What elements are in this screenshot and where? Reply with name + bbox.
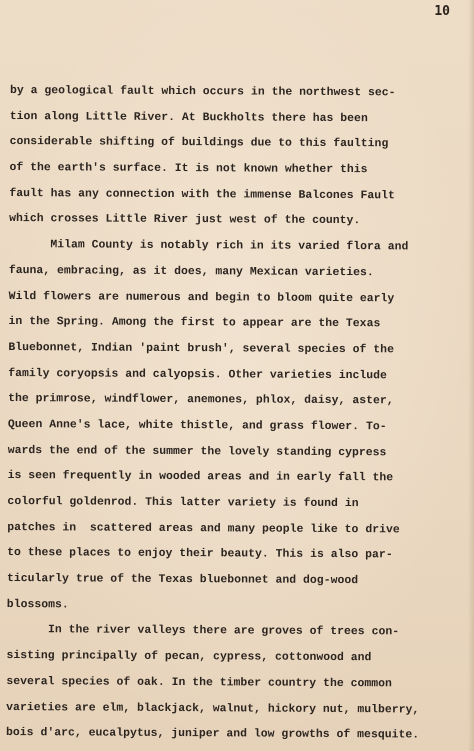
- text-line: fault has any connection with the immense Balcones Fault: [9, 187, 395, 203]
- text-line: blossoms.: [6, 598, 69, 612]
- text-line: ticularly true of the Texas bluebonnet and dog-wood: [6, 573, 359, 588]
- text-line: by a geological fault which occurs in the northwest sec-: [9, 84, 396, 100]
- page-number: 10: [434, 4, 450, 19]
- text-line: is seen frequently in wooded areas and in early fall the: [7, 470, 394, 485]
- text-line: considerable shifting of buildings due to this faulting: [9, 136, 389, 151]
- text-line: wards the end of the summer the lovely standing cypress: [7, 444, 387, 459]
- body-text: [6, 84, 468, 751]
- text-line: several species of oak. In the timber country the common: [6, 675, 392, 691]
- text-line: Milam County is notably rich in its varied flora and: [8, 239, 409, 254]
- text-line: bois d'arc, eucalpytus, juniper and low growths of mesquite.: [5, 727, 420, 742]
- text-line: colorful goldenrod. This latter variety is found in: [7, 495, 359, 511]
- text-line: to these places to enjoy their beauty. This is also par-: [7, 547, 393, 562]
- text-line: varieties are elm, blackjack, walnut, hickory nut, mulberry,: [6, 701, 420, 717]
- text-line: Queen Anne's lace, white thistle, and grass flower. To-: [7, 418, 387, 434]
- text-line: which crosses Little River just west of the county.: [9, 213, 361, 228]
- text-line: Wild flowers are numerous and begin to bloom quite early: [8, 290, 395, 305]
- text-line: the primrose, windflower, anemones, phlox, daisy, aster,: [8, 393, 394, 408]
- text-line: in the Spring. Among the first to appear are the Texas: [8, 316, 381, 331]
- text-line: fauna, embracing, as it does, many Mexican varieties.: [8, 264, 374, 280]
- text-line: sisting principally of pecan, cypress, cottonwood and: [6, 650, 372, 665]
- text-line: In the river valleys there are groves of trees con-: [6, 624, 400, 639]
- text-line: tion along Little River. At Buckholts there has been: [9, 110, 368, 125]
- text-line: of the earth's surface. It is not known whether this: [9, 162, 368, 177]
- text-line: Bluebonnet, Indian 'paint brush', several species of the: [8, 341, 395, 357]
- text-line: family coryopsis and calyopsis. Other varieties include: [8, 367, 387, 382]
- text-line: patches in scattered areas and many people like to drive: [7, 521, 400, 537]
